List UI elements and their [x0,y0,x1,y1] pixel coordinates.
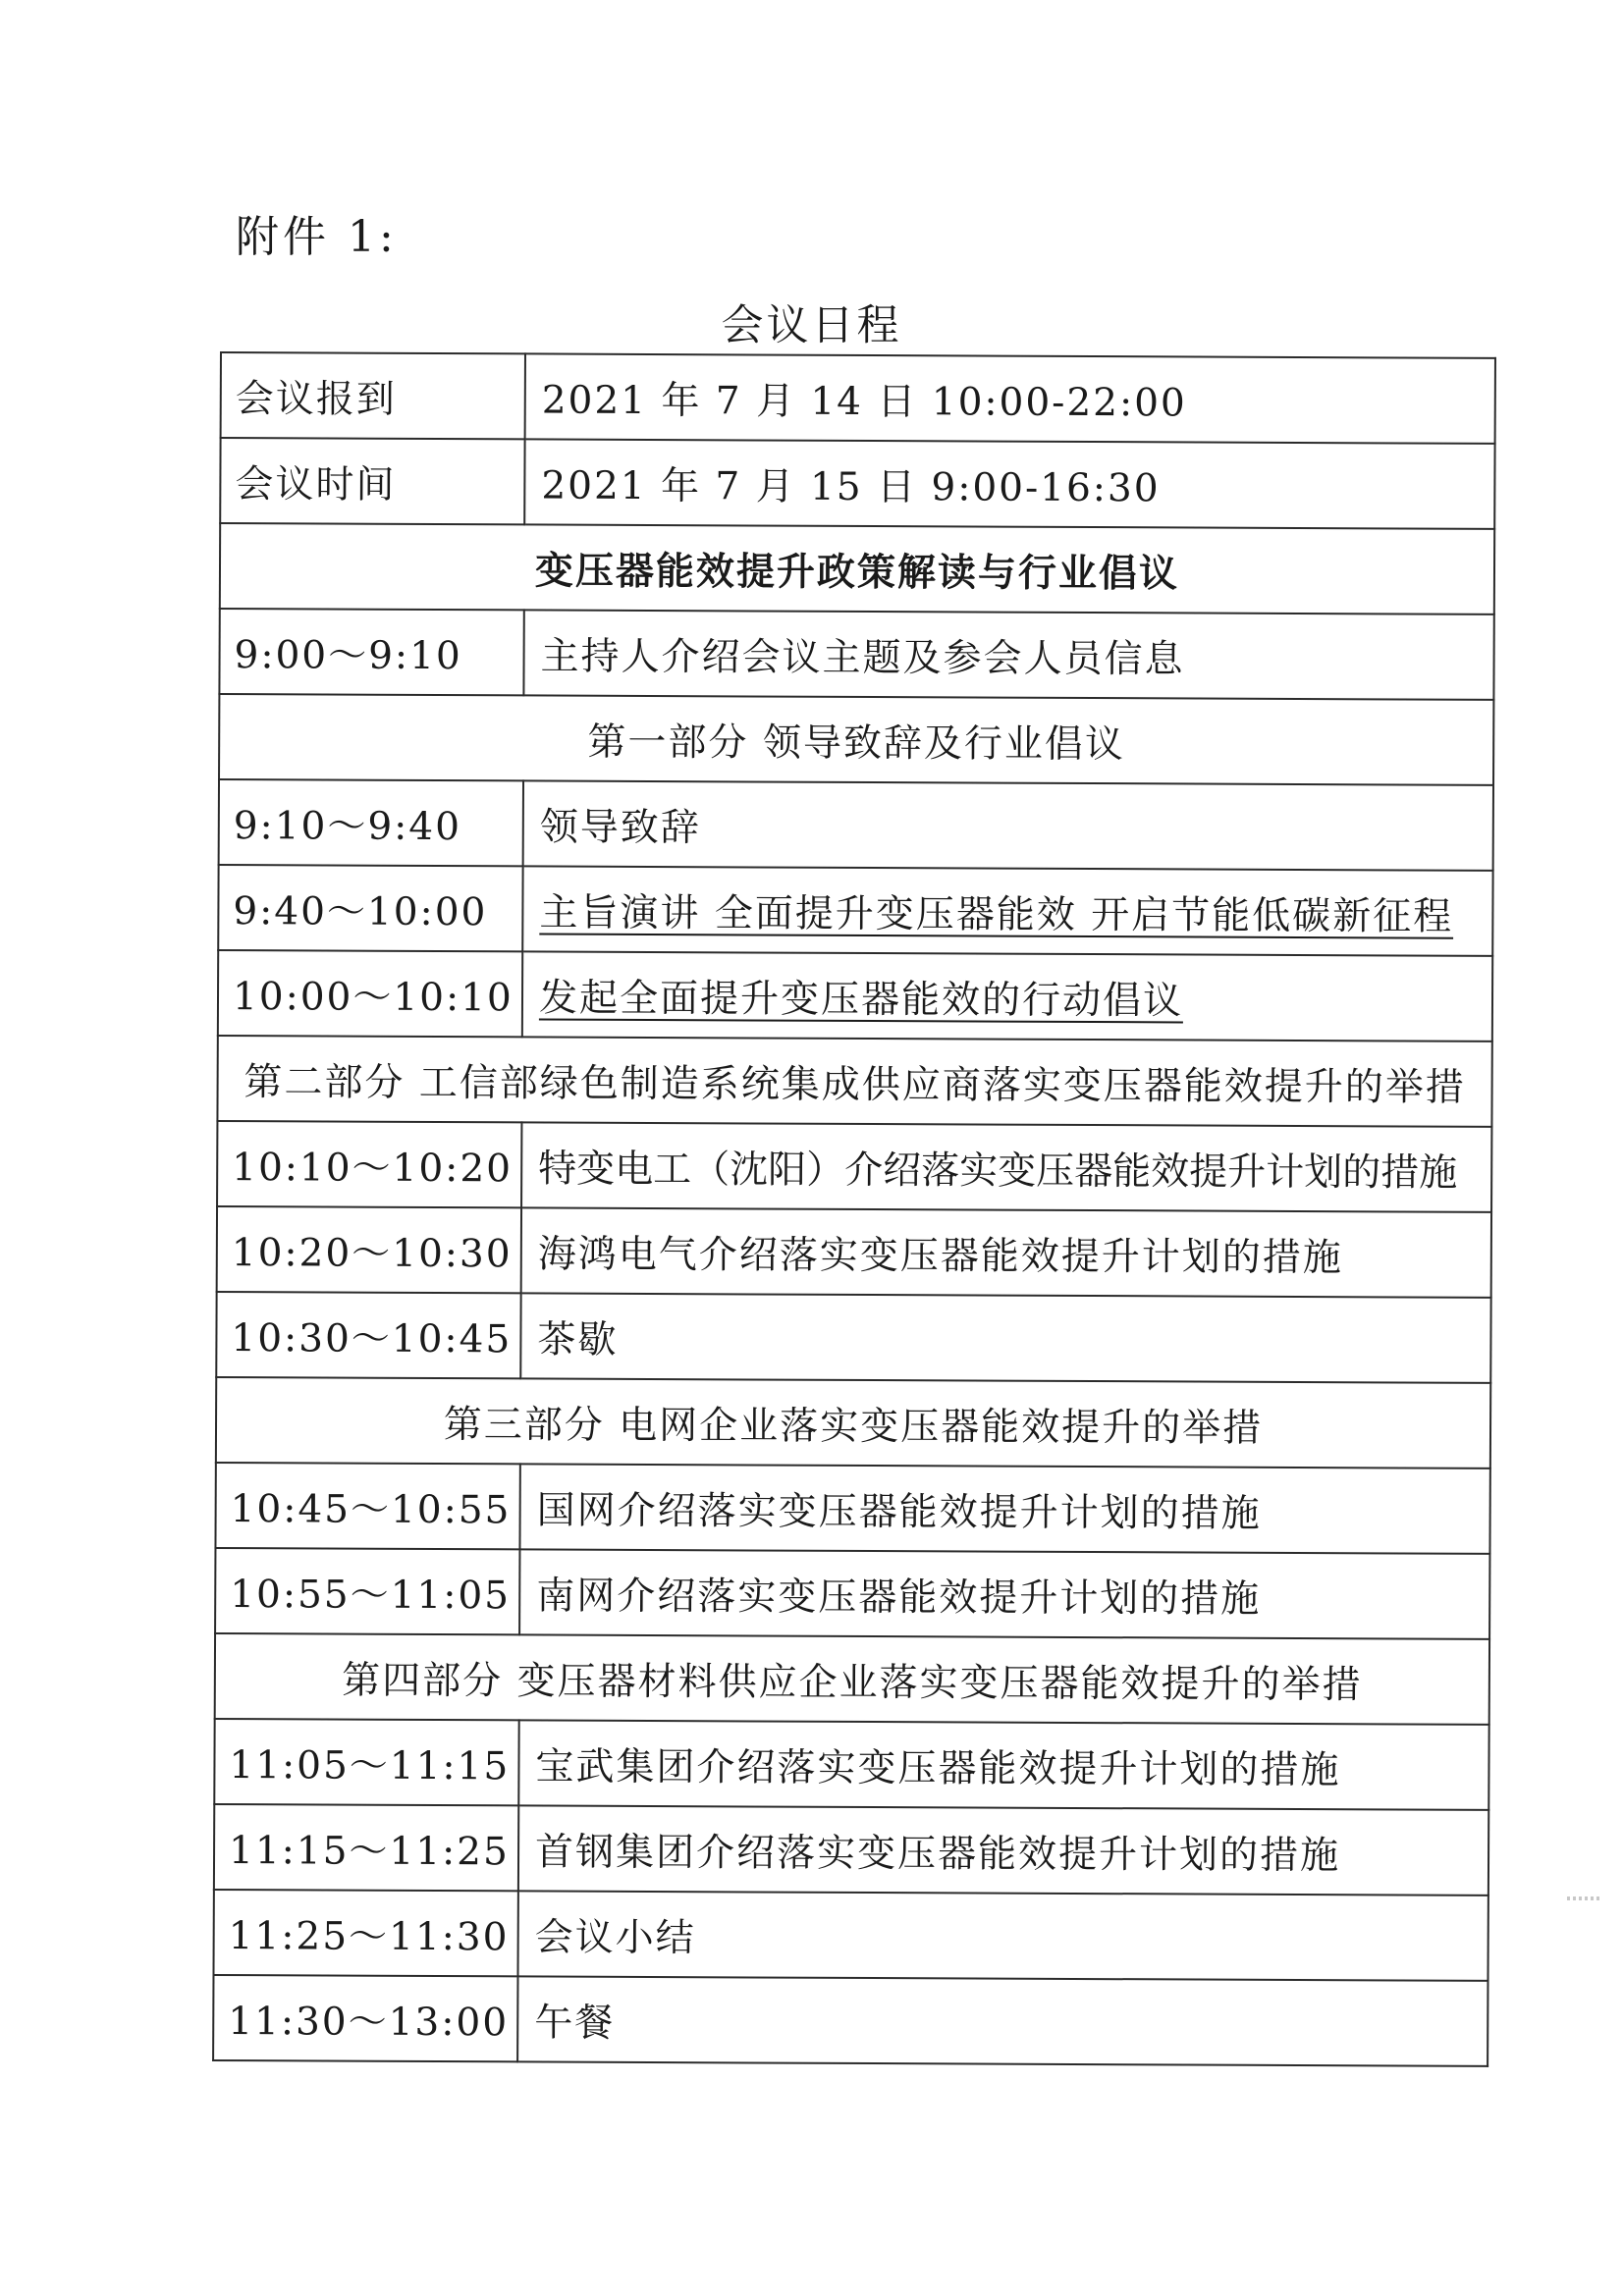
agenda-row [217,1121,1491,1212]
cell-text: 主旨演讲 全面提升变压器能效 开启节能低碳新征程 [539,889,1454,939]
cell-text: 发起全面提升变压器能效的行动倡议 [538,975,1184,1023]
scan-artifact [1567,1896,1602,1900]
agenda-row [215,1463,1489,1554]
section-heading: 变压器能效提升政策解读与行业倡议 [220,523,1494,614]
cell-text: 首钢集团介绍落实变压器能效提升计划的措施 [534,1829,1341,1878]
agenda-description [521,1207,1491,1297]
agenda-row [214,1804,1488,1896]
info-label: 会议报到 [221,352,525,439]
agenda-description [517,1976,1488,2065]
section-heading: 第一部分 领导致辞及行业倡议 [219,694,1493,785]
schedule-body [213,352,1495,2066]
agenda-row [215,1548,1489,1639]
cell-text: 茶歇 [537,1316,619,1362]
cell-text: 主持人介绍会议主题及参会人员信息 [540,633,1185,681]
time-slot: 10:20～10:30 [217,1206,521,1293]
time-slot: 10:10～10:20 [217,1121,521,1207]
agenda-description [518,1805,1488,1895]
cell-text: 2021 年 7 月 15 日 9:00-16:30 [541,462,1161,510]
time-slot: 10:30～10:45 [216,1292,520,1378]
agenda-description [517,1891,1488,1980]
cell-text: 南网介绍落实变压器能效提升计划的措施 [536,1573,1262,1622]
info-row [220,438,1494,529]
section-row [219,694,1493,785]
info-value [524,439,1494,528]
agenda-description [520,1293,1490,1382]
section-row [220,523,1494,614]
agenda-row [213,1975,1488,2066]
info-value [525,353,1495,443]
time-slot: 9:40～10:00 [218,865,522,951]
agenda-description [522,951,1492,1041]
section-row [217,1036,1491,1127]
section-row [215,1633,1489,1725]
agenda-row [219,779,1493,871]
cell-text: 领导致辞 [539,804,701,850]
cell-text: 2021 年 7 月 14 日 10:00-22:00 [541,377,1187,425]
agenda-row [219,609,1493,700]
time-slot: 10:45～10:55 [215,1463,519,1549]
time-slot: 11:15～11:25 [214,1804,518,1891]
cell-text: 午餐 [534,2000,616,2046]
time-slot: 11:05～11:15 [214,1719,518,1805]
agenda-row [213,1890,1488,1981]
time-slot: 10:55～11:05 [215,1548,519,1634]
info-label: 会议时间 [220,438,524,524]
time-slot: 9:10～9:40 [219,779,523,866]
section-heading: 第四部分 变压器材料供应企业落实变压器能效提升的举措 [215,1633,1489,1725]
cell-text: 宝武集团介绍落实变压器能效提升计划的措施 [535,1743,1341,1792]
agenda-description [519,1549,1489,1638]
agenda-row [216,1292,1490,1383]
agenda-row [214,1719,1488,1810]
time-slot: 11:30～13:00 [213,1975,517,2061]
agenda-description [523,610,1493,699]
section-row [216,1377,1490,1468]
attachment-label: 附件 1: [236,212,398,262]
agenda-description [519,1464,1489,1553]
agenda-row [218,865,1492,956]
cell-text: 特变电工（沈阳）介绍落实变压器能效提升计划的措施 [538,1146,1458,1196]
agenda-row [217,1206,1491,1298]
agenda-row [218,950,1492,1041]
page-title: 会议日程 [721,301,902,350]
agenda-description [522,866,1492,955]
time-slot: 11:25～11:30 [213,1890,517,1976]
schedule-table [212,351,1496,2067]
section-heading: 第三部分 电网企业落实变压器能效提升的举措 [216,1377,1490,1468]
cell-text: 海鸿电气介绍落实变压器能效提升计划的措施 [537,1231,1343,1280]
info-row [221,352,1495,444]
section-heading: 第二部分 工信部绿色制造系统集成供应商落实变压器能效提升的举措 [217,1036,1491,1127]
cell-text: 会议小结 [534,1914,696,1960]
cell-text: 国网介绍落实变压器能效提升计划的措施 [536,1487,1262,1536]
agenda-description [521,1122,1491,1211]
agenda-description [518,1720,1488,1809]
time-slot: 10:00～10:10 [218,950,522,1037]
agenda-description [523,780,1493,870]
time-slot: 9:00～9:10 [219,609,523,695]
